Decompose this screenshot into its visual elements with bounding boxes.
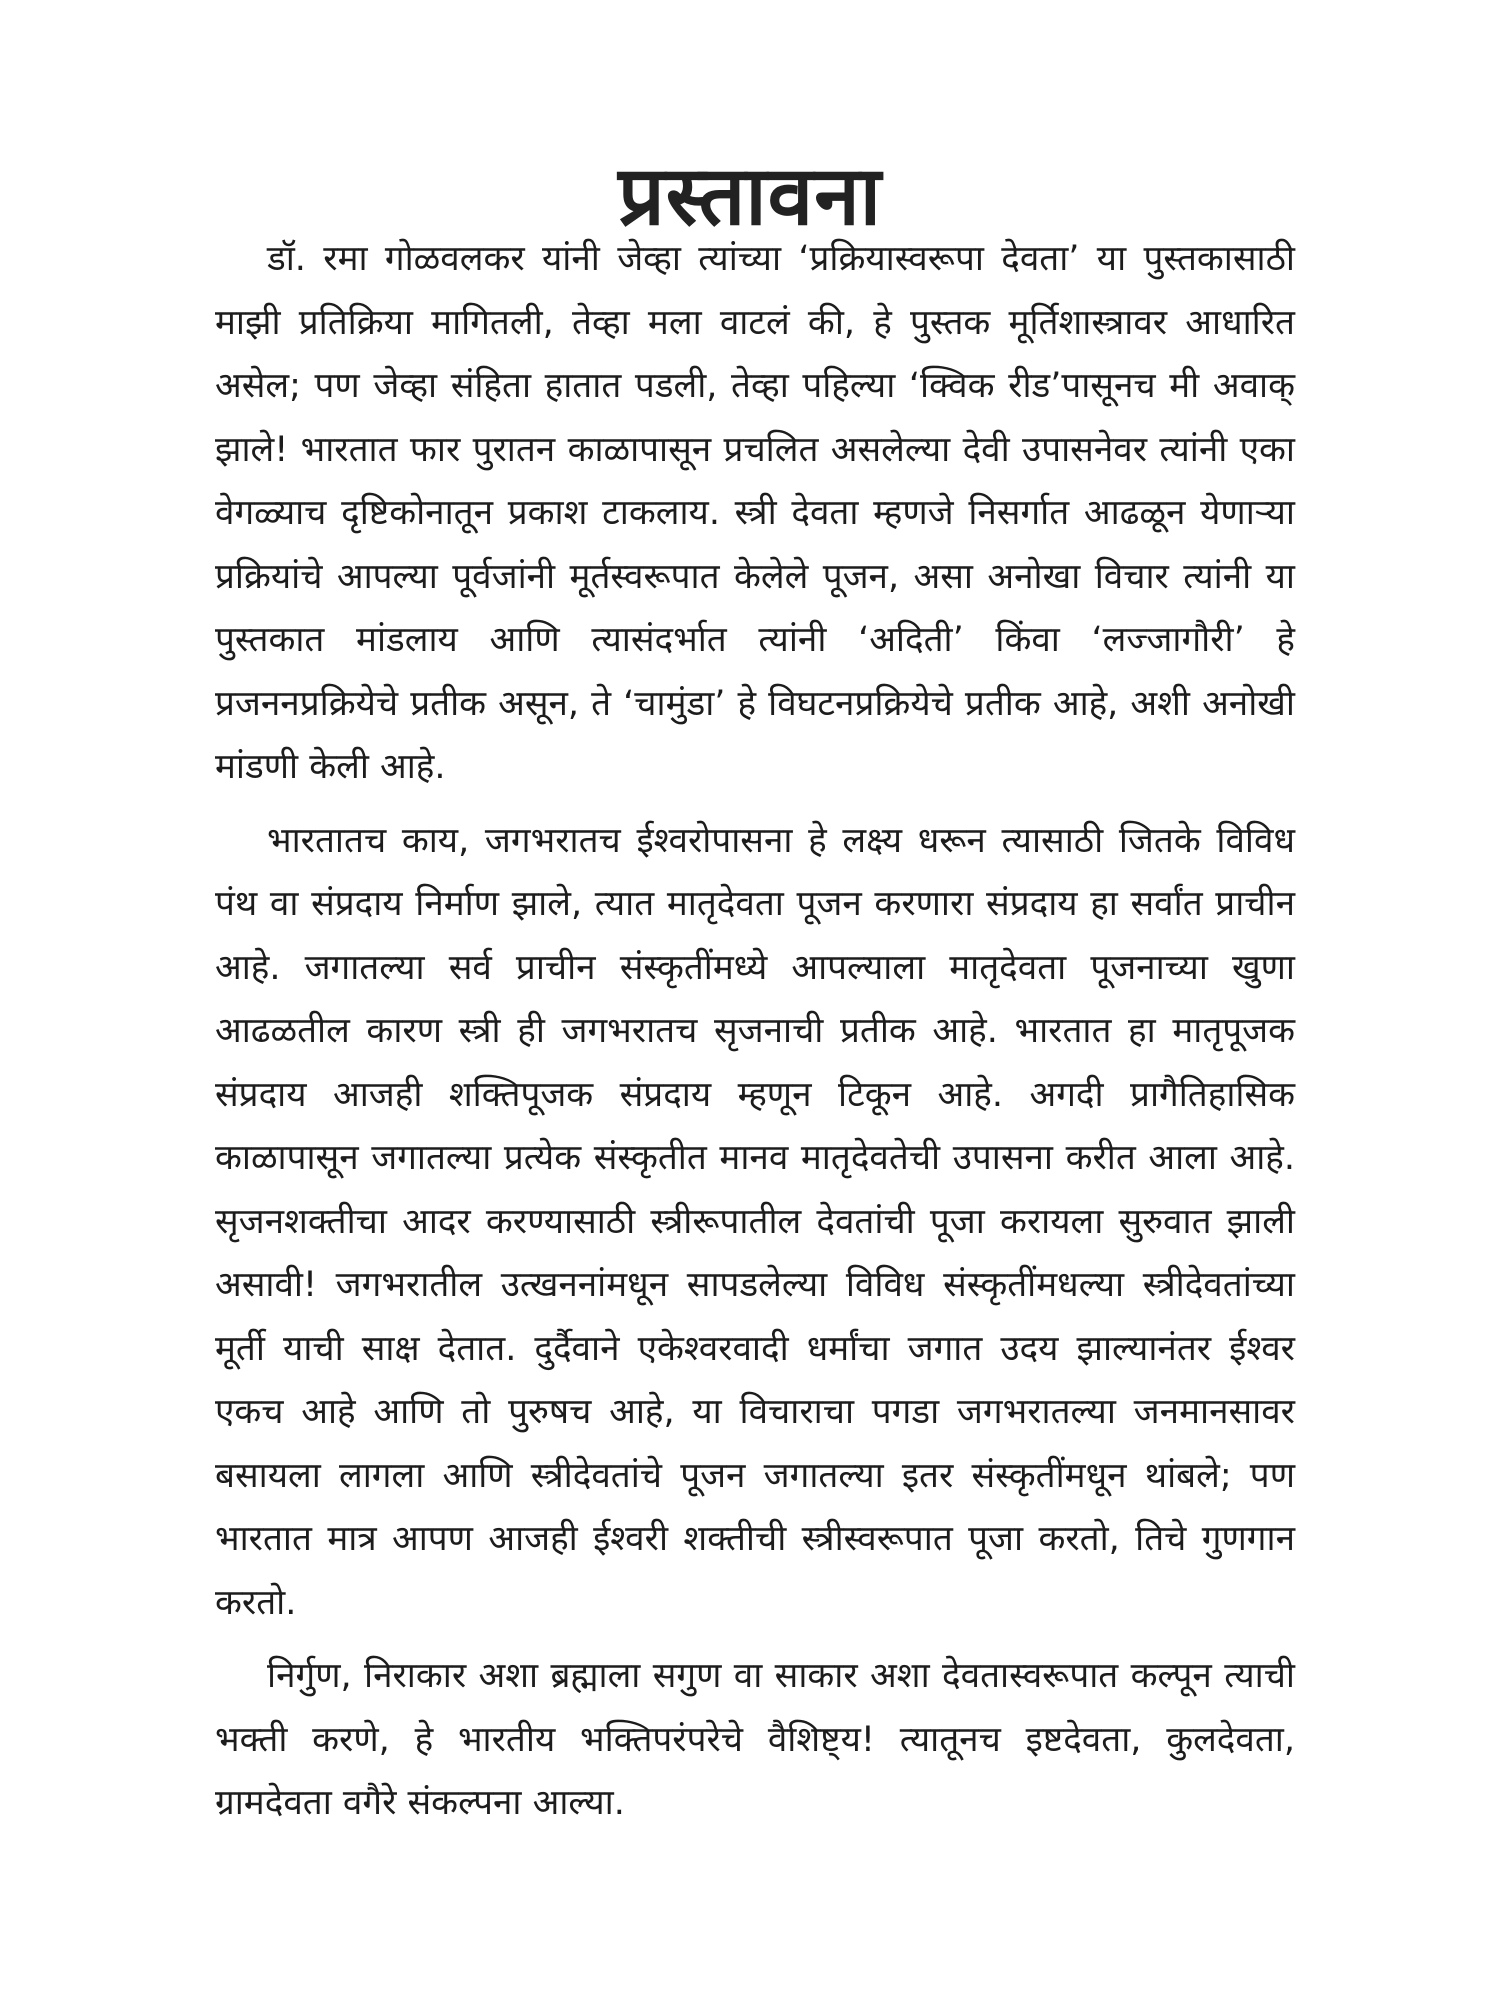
paragraph-3: निर्गुण, निराकार अशा ब्रह्माला सगुण वा साकार अशा देवतास्वरूपात कल्पून त्याची भक्ती करणे, हे भारतीय भक्तिपरंपरेचे वैशिष्ट्य! त्यातूनच इष्टदेवता, कुलदेवता, ग्रामदेवता वगैरे संकल्पना आल्या. — [215, 1656, 1295, 1823]
page-title: प्रस्तावना — [618, 148, 882, 244]
page-body — [215, 228, 1295, 1836]
paragraph-1: डॉ. रमा गोळवलकर यांनी जेव्हा त्यांच्या ‘प्रक्रियास्वरूपा देवता’ या पुस्तकासाठी माझी प्रतिक्रिया मागितली, तेव्हा मला वाटलं की, हे पुस्तक मूर्तिशास्त्रावर आधारित असेल; पण जेव्हा संहिता हातात पडली, तेव्हा पहिल्या ‘क्विक रीड’पासूनच मी अवाक् झाले! भारतात फार पुरातन काळापासून प्रचलित असलेल्या देवी उपासनेवर त्यांनी एका वेगळ्याच दृष्टिकोनातून प्रकाश टाकलाय. स्त्री देवता म्हणजे निसर्गात आढळून येणाऱ्या प्रक्रियांचे आपल्या पूर्वजांनी मूर्तस्वरूपात केलेले पूजन, असा अनोखा विचार त्यांनी या पुस्तकात मांडलाय आणि त्यासंदर्भात त्यांनी ‘अदिती’ किंवा ‘लज्जागौरी’ हे प्रजननप्रक्रियेचे प्रतीक असून, ते ‘चामुंडा’ हे विघटनप्रक्रियेचे प्रतीक आहे, अशी अनोखी मांडणी केली आहे. — [215, 239, 1295, 787]
paragraph-2: भारतातच काय, जगभरातच ईश्वरोपासना हे लक्ष्य धरून त्यासाठी जितके विविध पंथ वा संप्रदाय निर्माण झाले, त्यात मातृदेवता पूजन करणारा संप्रदाय हा सर्वांत प्राचीन आहे. जगातल्या सर्व प्राचीन संस्कृतींमध्ये आपल्याला मातृदेवता पूजनाच्या खुणा आढळतील कारण स्त्री ही जगभरातच सृजनाची प्रतीक आहे. भारतात हा मातृपूजक संप्रदाय आजही शक्तिपूजक संप्रदाय म्हणून टिकून आहे. अगदी प्रागैतिहासिक काळापासून जगातल्या प्रत्येक संस्कृतीत मानव मातृदेवतेची उपासना करीत आला आहे. सृजनशक्तीचा आदर करण्यासाठी स्त्रीरूपातील देवतांची पूजा करायला सुरुवात झाली असावी! जगभरातील उत्खननांमधून सापडलेल्या विविध संस्कृतींमधल्या स्त्रीदेवतांच्या मूर्ती याची साक्ष देतात. दुर्दैवाने एकेश्वरवादी धर्मांचा जगात उदय झाल्यानंतर ईश्वर एकच आहे आणि तो पुरुषच आहे, या विचाराचा पगडा जगभरातल्या जनमानसावर बसायला लागला आणि स्त्रीदेवतांचे पूजन जगातल्या इतर संस्कृतींमधून थांबले; पण भारतात मात्र आपण आजही ईश्वरी शक्तीची स्त्रीस्वरूपात पूजा करतो, तिचे गुणगान करतो. — [215, 820, 1295, 1623]
